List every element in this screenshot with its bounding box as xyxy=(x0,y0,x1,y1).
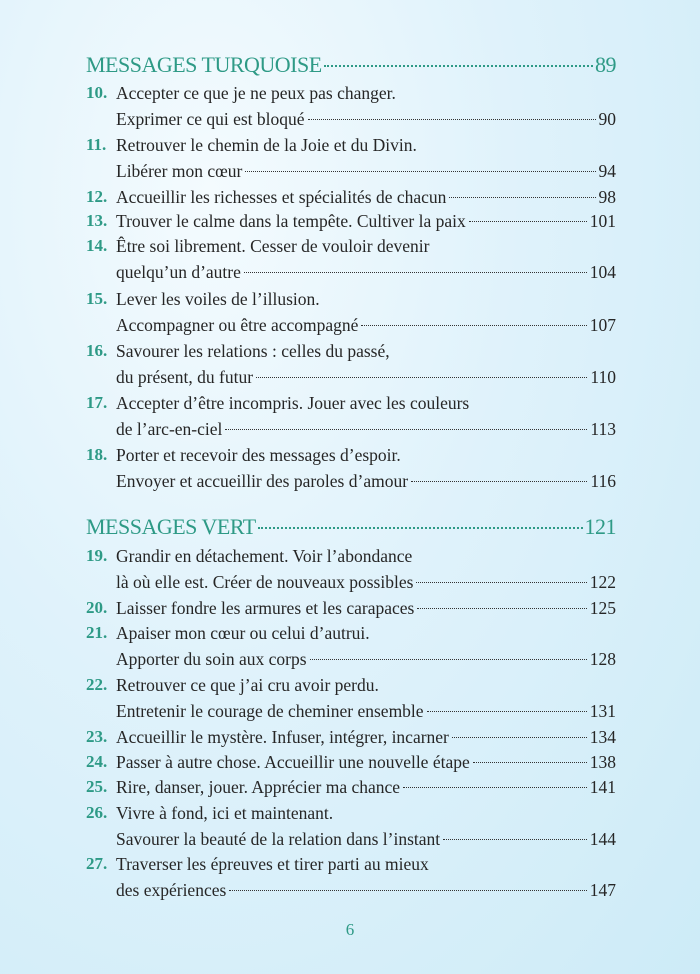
entry-page: 110 xyxy=(590,367,616,387)
entry-text: Retrouver ce que j’ai cru avoir perdu. xyxy=(116,675,379,695)
entry-text: Apaiser mon cœur ou celui d’autrui. xyxy=(116,623,370,643)
entry-text: Apporter du soin aux corps xyxy=(116,649,307,669)
entry-text: Retrouver le chemin de la Joie et du Divin. xyxy=(116,135,417,155)
entry-last-line xyxy=(116,184,616,210)
entry-text: Libérer mon cœur xyxy=(116,161,243,181)
entry-number: 16. xyxy=(86,341,108,360)
entry-last-line xyxy=(116,416,616,442)
entry-last-line xyxy=(116,468,616,494)
leader-dots xyxy=(225,429,587,430)
entry-number: 26. xyxy=(86,803,108,822)
leader-dots xyxy=(244,272,587,273)
entry-page: 107 xyxy=(589,315,616,335)
entry-text: Rire, danser, jouer. Apprécier ma chance xyxy=(116,777,401,797)
entry-last-line xyxy=(116,646,616,672)
entry-text: Trouver le calme dans la tempête. Cultiver la paix xyxy=(116,211,466,231)
entry-page: 128 xyxy=(589,649,616,669)
leader-dots xyxy=(310,659,587,660)
entry-page: 125 xyxy=(589,598,616,618)
entry-text: Accepter d’être incompris. Jouer avec les couleurs xyxy=(116,393,470,413)
leader-dots xyxy=(245,171,595,172)
entry-number: 18. xyxy=(86,445,108,464)
entry-number: 25. xyxy=(86,777,108,796)
section-title: MESSAGES TURQUOISE xyxy=(86,52,322,77)
entry-number: 11. xyxy=(86,135,107,154)
entry-last-line xyxy=(116,698,616,724)
entry-page: 94 xyxy=(598,161,616,181)
entry-text: Lever les voiles de l’illusion. xyxy=(116,289,320,309)
entry-number: 23. xyxy=(86,727,108,746)
entry-last-line xyxy=(116,106,616,132)
entry-page: 141 xyxy=(589,777,616,797)
leader-dots xyxy=(403,787,587,788)
entry-text: Passer à autre chose. Accueillir une nouvelle étape xyxy=(116,752,470,772)
entry-number: 14. xyxy=(86,236,108,255)
entry-number: 12. xyxy=(86,187,108,206)
leader-dots xyxy=(427,711,587,712)
entry-last-line xyxy=(116,595,616,621)
leader-dots xyxy=(324,65,593,67)
entry-number: 24. xyxy=(86,752,108,771)
entry-page: 116 xyxy=(590,471,616,491)
leader-dots xyxy=(256,377,587,378)
entry-text: Accueillir le mystère. Infuser, intégrer, incarner xyxy=(116,727,449,747)
entry-last-line xyxy=(116,569,616,595)
entry-number: 22. xyxy=(86,675,108,694)
leader-dots xyxy=(469,221,587,222)
entry-number: 15. xyxy=(86,289,108,308)
entry-text: Envoyer et accueillir des paroles d’amour xyxy=(116,471,409,491)
leader-dots xyxy=(449,197,595,198)
entry-last-line xyxy=(116,312,616,338)
entry-last-line xyxy=(116,724,616,750)
entry-page: 138 xyxy=(589,752,616,772)
section-heading xyxy=(86,52,616,78)
entry-text: Savourer les relations : celles du passé, xyxy=(116,341,390,361)
leader-dots xyxy=(258,527,583,529)
leader-dots xyxy=(473,762,587,763)
entry-last-line xyxy=(116,364,616,390)
entry-text: de l’arc-en-ciel xyxy=(116,419,223,439)
section-title: MESSAGES VERT xyxy=(86,514,256,539)
entry-text: Laisser fondre les armures et les carapaces xyxy=(116,598,415,618)
leader-dots xyxy=(452,737,587,738)
leader-dots xyxy=(361,325,586,326)
entry-text: Traverser les épreuves et tirer parti au mieux xyxy=(116,854,429,874)
section-heading xyxy=(86,514,616,540)
entry-last-line xyxy=(116,774,616,800)
entry-last-line xyxy=(116,877,616,903)
entry-page: 134 xyxy=(589,727,616,747)
entry-number: 17. xyxy=(86,393,108,412)
entry-page: 104 xyxy=(589,262,616,282)
entry-text: là où elle est. Créer de nouveaux possibles xyxy=(116,572,414,592)
entry-text: Porter et recevoir des messages d’espoir. xyxy=(116,445,401,465)
entry-number: 19. xyxy=(86,546,108,565)
leader-dots xyxy=(416,582,586,583)
entry-text: du présent, du futur xyxy=(116,367,254,387)
entry-number: 27. xyxy=(86,854,108,873)
entry-text: Entretenir le courage de cheminer ensemble xyxy=(116,701,424,721)
section-page: 89 xyxy=(595,52,616,77)
entry-text: Vivre à fond, ici et maintenant. xyxy=(116,803,334,823)
entry-page: 98 xyxy=(598,187,616,207)
entry-text: Accepter ce que je ne peux pas changer. xyxy=(116,83,396,103)
entry-text: Exprimer ce qui est bloqué xyxy=(116,109,305,129)
entry-last-line xyxy=(116,208,616,234)
entry-page: 90 xyxy=(598,109,616,129)
leader-dots xyxy=(308,119,596,120)
leader-dots xyxy=(229,890,586,891)
entry-last-line xyxy=(116,826,616,852)
entry-text: Savourer la beauté de la relation dans l’instant xyxy=(116,829,441,849)
section-page: 121 xyxy=(584,514,616,539)
entry-number: 20. xyxy=(86,598,108,617)
entry-number: 10. xyxy=(86,83,108,102)
leader-dots xyxy=(443,839,587,840)
entry-number: 21. xyxy=(86,623,108,642)
entry-page: 101 xyxy=(589,211,616,231)
entry-text: Être soi librement. Cesser de vouloir devenir xyxy=(116,236,430,256)
entry-text: des expériences xyxy=(116,880,227,900)
entry-last-line xyxy=(116,259,616,285)
entry-text: Accueillir les richesses et spécialités de chacun xyxy=(116,187,447,207)
entry-page: 113 xyxy=(590,419,616,439)
entry-last-line xyxy=(116,749,616,775)
entry-text: Accompagner ou être accompagné xyxy=(116,315,359,335)
entry-text: quelqu’un d’autre xyxy=(116,262,241,282)
page-number: 6 xyxy=(345,920,355,939)
entry-last-line xyxy=(116,158,616,184)
entry-page: 131 xyxy=(589,701,616,721)
entry-page: 122 xyxy=(589,572,616,592)
entry-text: Grandir en détachement. Voir l’abondance xyxy=(116,546,413,566)
leader-dots xyxy=(417,608,586,609)
entry-number: 13. xyxy=(86,211,108,230)
entry-page: 147 xyxy=(589,880,616,900)
leader-dots xyxy=(411,481,587,482)
entry-page: 144 xyxy=(589,829,616,849)
